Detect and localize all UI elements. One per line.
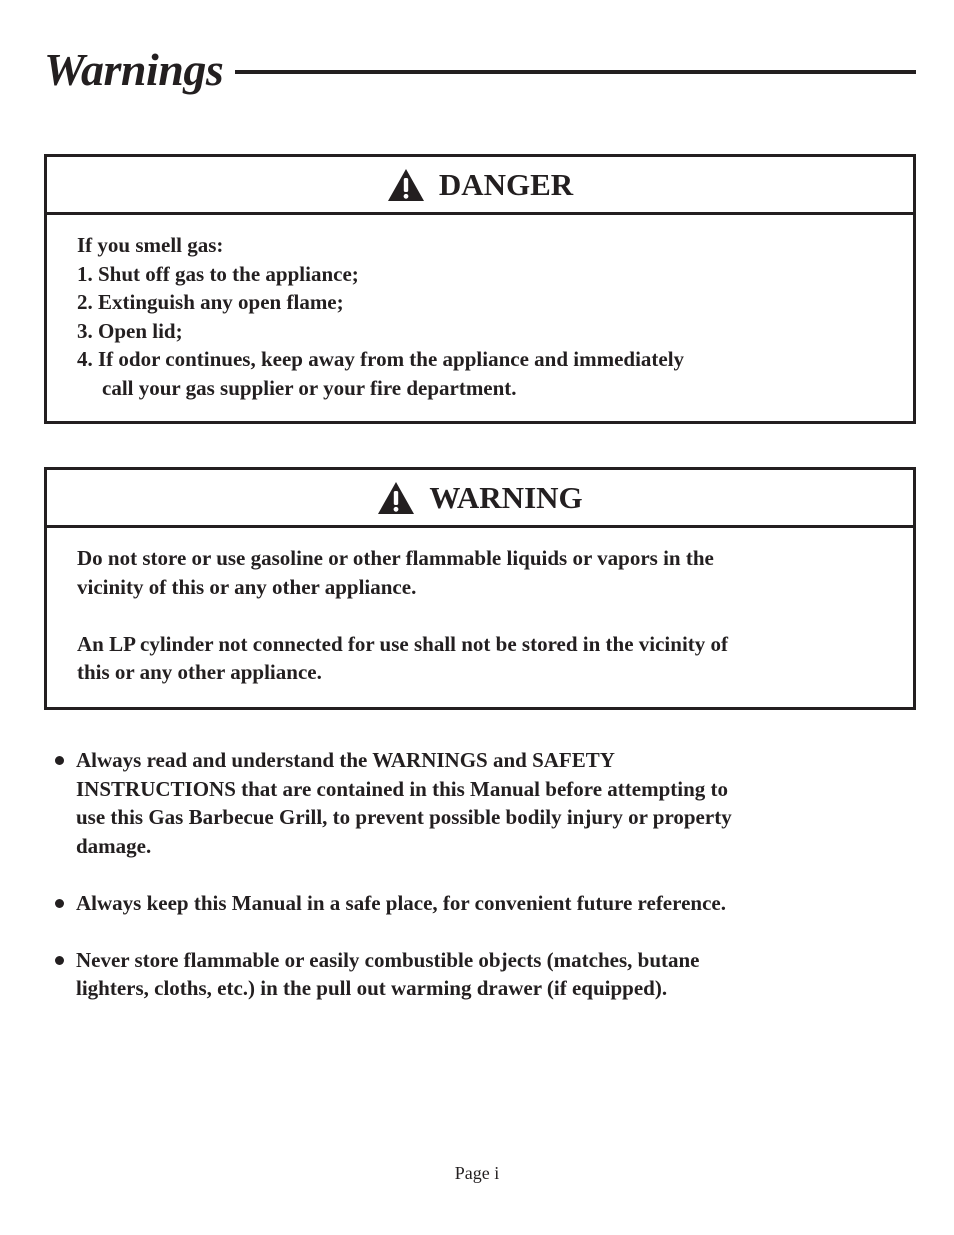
bullet-line: Never store flammable or easily combustible objects (matches, butane xyxy=(76,947,700,972)
bullet-line: damage. xyxy=(76,833,152,858)
warning-line: An LP cylinder not connected for use shall not be stored in the vicinity of xyxy=(77,631,729,656)
list-item xyxy=(55,746,875,860)
danger-heading: DANGER xyxy=(438,166,574,202)
bullet-line: Always keep this Manual in a safe place, for convenient future reference. xyxy=(76,890,726,915)
warning-triangle-icon xyxy=(387,168,425,202)
danger-line: call your gas supplier or your fire department. xyxy=(102,375,517,400)
warning-heading: WARNING xyxy=(429,479,583,515)
warning-triangle-icon xyxy=(377,481,415,515)
paragraph-gap xyxy=(77,601,885,630)
bullet-dot-icon xyxy=(55,956,64,965)
page-number: Page i xyxy=(454,1163,500,1183)
bullet-line: use this Gas Barbecue Grill, to prevent possible bodily injury or property xyxy=(76,805,732,829)
danger-line: 3. Open lid; xyxy=(77,318,183,343)
title-row xyxy=(44,42,916,102)
danger-line: If you smell gas: xyxy=(77,233,224,257)
list-item xyxy=(55,946,875,1003)
danger-line: 1. Shut off gas to the appliance; xyxy=(77,261,359,286)
danger-line: 2. Extinguish any open flame; xyxy=(77,290,344,314)
bullet-dot-icon xyxy=(55,899,64,908)
danger-line: 4. If odor continues, keep away from the appliance and immediately xyxy=(77,347,685,371)
page-title: Warnings xyxy=(44,44,224,95)
danger-body xyxy=(47,215,913,402)
warning-line: Do not store or use gasoline or other flammable liquids or vapors in the xyxy=(77,546,714,570)
title-rule xyxy=(235,70,916,74)
list-item xyxy=(55,889,875,918)
warning-line: vicinity of this or any other appliance. xyxy=(77,574,417,599)
bullet-dot-icon xyxy=(55,756,64,765)
warning-header xyxy=(47,470,913,528)
danger-box xyxy=(44,154,916,424)
bullet-line: Always read and understand the WARNINGS and SAFETY xyxy=(76,748,615,772)
safety-bullet-list xyxy=(55,746,875,1031)
bullet-line: lighters, cloths, etc.) in the pull out warming drawer (if equipped). xyxy=(76,976,668,1000)
warning-line: this or any other appliance. xyxy=(77,660,322,684)
bullet-line: INSTRUCTIONS that are contained in this Manual before attempting to xyxy=(76,776,729,801)
danger-header xyxy=(47,157,913,215)
warning-box xyxy=(44,467,916,710)
warning-body xyxy=(47,528,913,687)
